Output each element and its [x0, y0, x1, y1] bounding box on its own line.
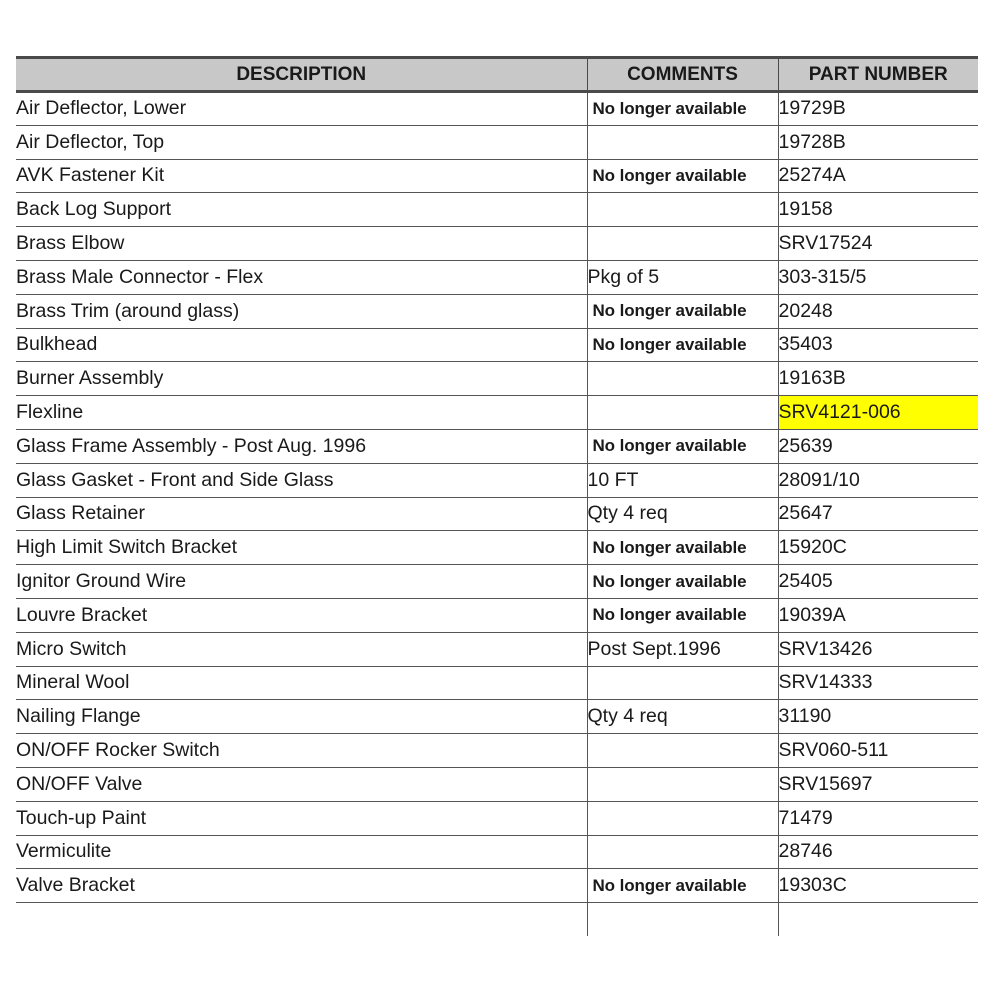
comments-cell: No longer available — [587, 159, 778, 193]
table-row — [16, 396, 978, 430]
description-cell: Glass Frame Assembly - Post Aug. 1996 — [16, 429, 587, 463]
part-number-cell: SRV13426 — [778, 632, 978, 666]
empty-cell — [587, 903, 778, 937]
part-number-cell: 303-315/5 — [778, 260, 978, 294]
comments-cell — [587, 125, 778, 159]
description-cell: ON/OFF Valve — [16, 767, 587, 801]
table-row — [16, 666, 978, 700]
description-cell: High Limit Switch Bracket — [16, 531, 587, 565]
part-number-cell: 19729B — [778, 92, 978, 126]
description-cell: Vermiculite — [16, 835, 587, 869]
table-row — [16, 801, 978, 835]
comments-cell: No longer available — [587, 869, 778, 903]
description-cell: Brass Male Connector - Flex — [16, 260, 587, 294]
table-row — [16, 565, 978, 599]
table-row — [16, 700, 978, 734]
comments-cell: No longer available — [587, 294, 778, 328]
table-row — [16, 598, 978, 632]
description-cell: Brass Trim (around glass) — [16, 294, 587, 328]
part-number-cell: 25274A — [778, 159, 978, 193]
comments-column-header: COMMENTS — [587, 58, 778, 92]
comments-cell — [587, 666, 778, 700]
description-column-header: DESCRIPTION — [16, 58, 587, 92]
part-number-cell: 15920C — [778, 531, 978, 565]
comments-cell: No longer available — [587, 565, 778, 599]
table-row — [16, 227, 978, 261]
description-cell: Back Log Support — [16, 193, 587, 227]
description-cell: Valve Bracket — [16, 869, 587, 903]
description-cell: Flexline — [16, 396, 587, 430]
part-number-cell: 19158 — [778, 193, 978, 227]
part-number-cell: SRV15697 — [778, 767, 978, 801]
part-number-cell: 25647 — [778, 497, 978, 531]
part-number-cell: SRV14333 — [778, 666, 978, 700]
part-number-cell: 19303C — [778, 869, 978, 903]
description-cell: Glass Retainer — [16, 497, 587, 531]
part-number-cell: SRV4121-006 — [778, 396, 978, 430]
part-number-cell: 71479 — [778, 801, 978, 835]
table-row — [16, 159, 978, 193]
description-cell: Nailing Flange — [16, 700, 587, 734]
comments-cell: No longer available — [587, 328, 778, 362]
comments-cell — [587, 193, 778, 227]
table-row — [16, 328, 978, 362]
table-row — [16, 767, 978, 801]
comments-cell — [587, 835, 778, 869]
comments-cell: Pkg of 5 — [587, 260, 778, 294]
part-number-cell: 25405 — [778, 565, 978, 599]
comments-cell — [587, 734, 778, 768]
empty-cell — [778, 903, 978, 937]
table-row — [16, 294, 978, 328]
part-number-cell: SRV17524 — [778, 227, 978, 261]
table-row — [16, 362, 978, 396]
part-number-cell: 19039A — [778, 598, 978, 632]
table-row — [16, 193, 978, 227]
table-row — [16, 632, 978, 666]
description-cell: Glass Gasket - Front and Side Glass — [16, 463, 587, 497]
comments-cell: No longer available — [587, 531, 778, 565]
part-number-column-header: PART NUMBER — [778, 58, 978, 92]
description-cell: AVK Fastener Kit — [16, 159, 587, 193]
table-body — [16, 92, 978, 937]
description-cell: Burner Assembly — [16, 362, 587, 396]
empty-cell — [16, 903, 587, 937]
part-number-cell: 35403 — [778, 328, 978, 362]
table-row — [16, 497, 978, 531]
description-cell: Air Deflector, Lower — [16, 92, 587, 126]
table-row — [16, 835, 978, 869]
header-row — [16, 58, 978, 92]
description-cell: Mineral Wool — [16, 666, 587, 700]
comments-cell: No longer available — [587, 92, 778, 126]
table-row — [16, 125, 978, 159]
comments-cell — [587, 767, 778, 801]
description-cell: Louvre Bracket — [16, 598, 587, 632]
comments-cell — [587, 396, 778, 430]
part-number-cell: 19728B — [778, 125, 978, 159]
table-row — [16, 734, 978, 768]
description-cell: Bulkhead — [16, 328, 587, 362]
description-cell: ON/OFF Rocker Switch — [16, 734, 587, 768]
description-cell: Touch-up Paint — [16, 801, 587, 835]
table-row — [16, 531, 978, 565]
comments-cell — [587, 362, 778, 396]
comments-cell: 10 FT — [587, 463, 778, 497]
table-row — [16, 869, 978, 903]
table-row — [16, 260, 978, 294]
table-header — [16, 58, 978, 92]
table-row — [16, 463, 978, 497]
table-row — [16, 92, 978, 126]
part-number-cell: 19163B — [778, 362, 978, 396]
comments-cell: No longer available — [587, 429, 778, 463]
part-number-cell: 25639 — [778, 429, 978, 463]
description-cell: Ignitor Ground Wire — [16, 565, 587, 599]
parts-table — [16, 56, 978, 936]
description-cell: Air Deflector, Top — [16, 125, 587, 159]
comments-cell — [587, 227, 778, 261]
comments-cell — [587, 801, 778, 835]
description-cell: Micro Switch — [16, 632, 587, 666]
comments-cell: Qty 4 req — [587, 700, 778, 734]
part-number-cell: 28091/10 — [778, 463, 978, 497]
part-number-cell: SRV060-511 — [778, 734, 978, 768]
part-number-cell: 28746 — [778, 835, 978, 869]
part-number-cell: 31190 — [778, 700, 978, 734]
comments-cell: Qty 4 req — [587, 497, 778, 531]
description-cell: Brass Elbow — [16, 227, 587, 261]
comments-cell: No longer available — [587, 598, 778, 632]
table-row — [16, 429, 978, 463]
comments-cell: Post Sept.1996 — [587, 632, 778, 666]
part-number-cell: 20248 — [778, 294, 978, 328]
empty-table-row — [16, 903, 978, 937]
